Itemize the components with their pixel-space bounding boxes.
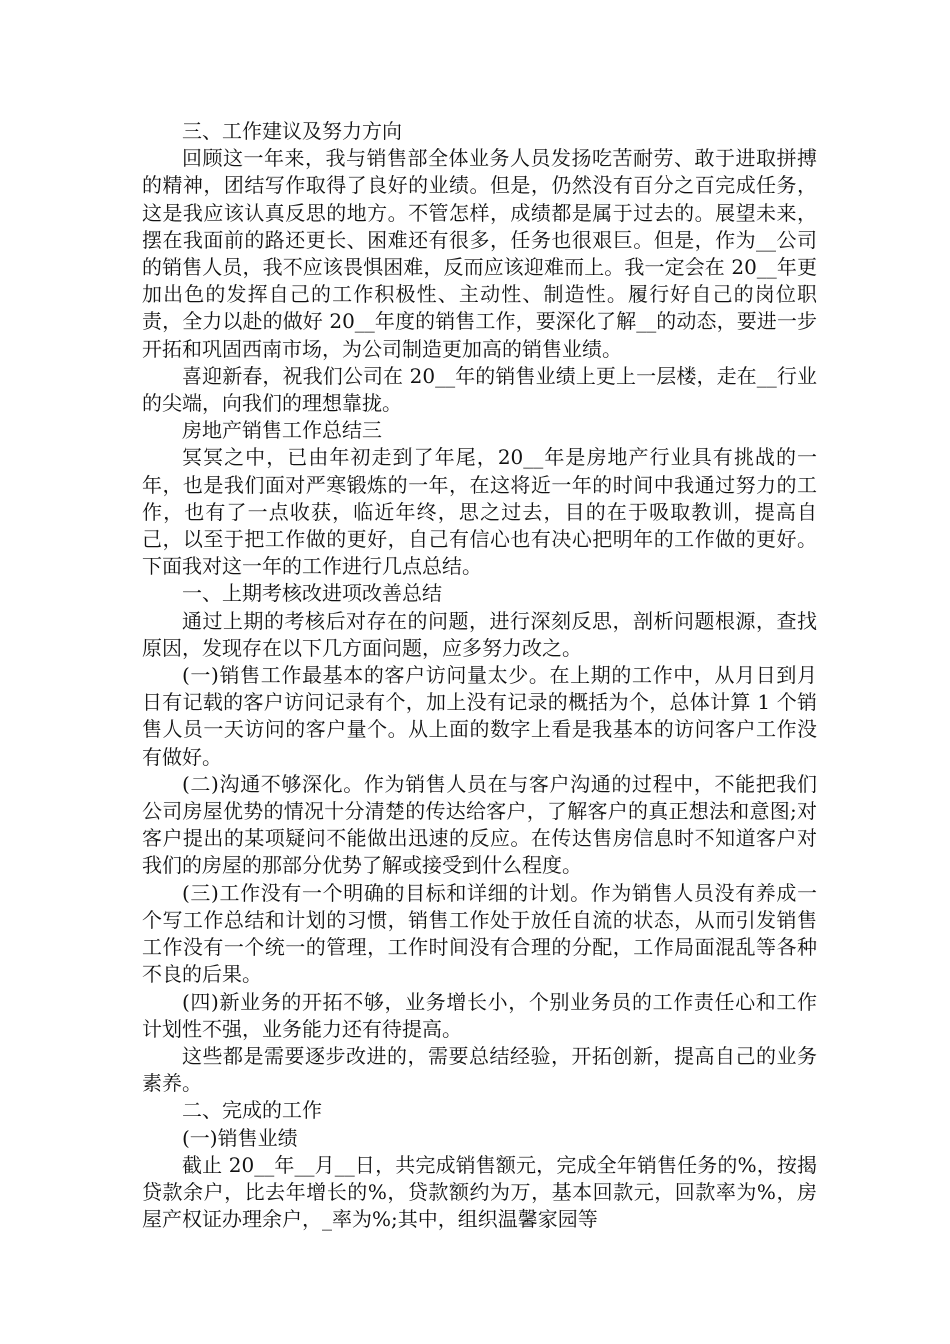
paragraph-new-year-wishes: 喜迎新春，祝我们公司在 20__年的销售业绩上更上一层楼，走在__行业的尖端，向我们的理想靠拢。 [142, 363, 817, 416]
section-heading-work-suggestions: 三、工作建议及努力方向 [182, 119, 402, 143]
paragraph-improvement-conclusion: 这些都是需要逐步改进的，需要总结经验，开拓创新，提高自己的业务素养。 [142, 1043, 817, 1096]
paragraph-year-intro: 冥冥之中，已由年初走到了年尾，20__年是房地产行业具有挑战的一年，也是我们面对严寒锻炼的一年，在这将近一年的时间中我通过努力的工作，也有了一点收获，临近年终，思之过去，目的在于吸取教训，提高自己，以至于把工作做的更好，自己有信心也有决心把明年的工作做的更好。下面我对这一年的工作进行几点总结。 [142, 445, 817, 579]
section-heading-assessment-improvement: 一、上期考核改进项改善总结 [182, 581, 442, 606]
paragraph-item-4-new-business: (四)新业务的开拓不够，业务增长小，个别业务员的工作责任心和工作计划性不强，业务能力还有待提高。 [142, 989, 817, 1041]
paragraph-review-year: 回顾这一年来，我与销售部全体业务人员发扬吃苦耐劳、敢于进取拼搏的精神，团结写作取得了良好的业绩。但是，仍然没有百分之百完成任务，这是我应该认真反思的地方。不管怎样，成绩都是属于过去的。展望未来，摆在我面前的路还更长、困难还有很多，任务也很艰巨。但是，作为__公司的销售人员，我不应该畏惧困难，反而应该迎难而上。我一定会在 20__年更加出色的发挥自己的工作积极性、主动性、制造性。履行好自己的岗位职责，全力以赴的做好 20__年度的销售工作，要深化了解__的动态，要进一步开拓和巩固西南市场，为公司制造更加高的销售业绩。 [142, 146, 817, 361]
subheading-sales-performance: (一)销售业绩 [182, 1125, 298, 1150]
document-page [142, 118, 817, 1233]
paragraph-item-3-planning: (三)工作没有一个明确的目标和详细的计划。作为销售人员没有养成一个写工作总结和计划的习惯，销售工作处于放任自流的状态，从而引发销售工作没有一个统一的管理，工作时间没有合理的分配，工作局面混乱等各种不良的后果。 [142, 880, 817, 987]
section-heading-completed-work: 二、完成的工作 [182, 1098, 322, 1123]
paragraph-reflection: 通过上期的考核后对存在的问题，进行深刻反思，剖析问题根源，查找原因，发现存在以下几方面问题，应多努力改之。 [142, 608, 817, 660]
paragraph-item-2-communication: (二)沟通不够深化。作为销售人员在与客户沟通的过程中，不能把我们公司房屋优势的情况十分清楚的传达给客户，了解客户的真正想法和意图;对客户提出的某项疑问不能做出迅速的反应。在传达售房信息时不知道客户对我们的房屋的那部分优势了解或接受到什么程度。 [142, 771, 817, 878]
section-heading-summary-three: 房地产销售工作总结三 [182, 418, 382, 443]
paragraph-item-1-visits: (一)销售工作最基本的客户访问量太少。在上期的工作中，从月日到月日有记载的客户访问记录有个，加上没有记录的概括为个，总体计算 1 个销售人员一天访问的客户量个。从上面的数字上看是我基本的访问客户工作没有做好。 [142, 663, 817, 769]
paragraph-sales-figures: 截止 20__年__月__日，共完成销售额元，完成全年销售任务的%，按揭贷款余户，比去年增长的%，贷款额约为万，基本回款元，回款率为%，房屋产权证办理余户，_率为%;其中，组织温馨家园等 [142, 1152, 817, 1232]
